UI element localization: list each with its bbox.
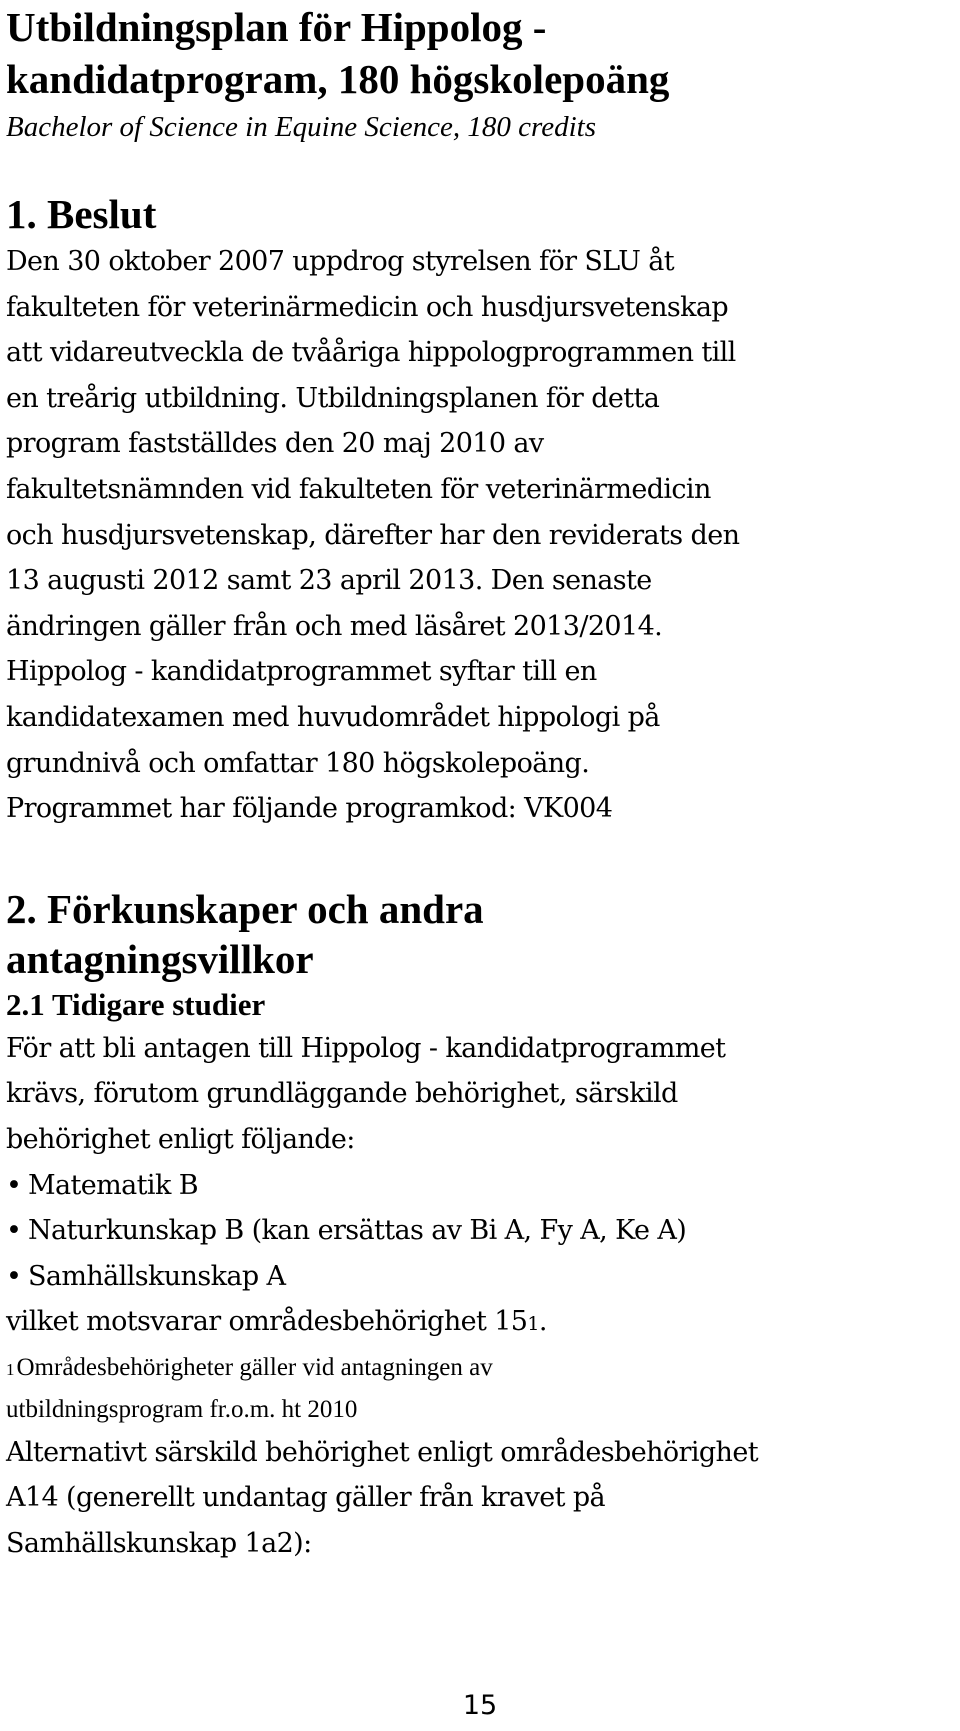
bullet-icon: • <box>6 1260 22 1292</box>
footnote <box>6 1348 951 1430</box>
section2-heading-line2: antagningsvillkor <box>6 935 314 982</box>
text-line: För att bli antagen till Hippolog - kandidatprogrammet <box>6 1032 726 1064</box>
document-title-line1: Utbildningsplan för Hippolog - <box>6 4 547 50</box>
section2-heading <box>6 884 951 984</box>
text-line: ändringen gäller från och med läsåret 2013/2014. <box>6 610 663 642</box>
text-line: kandidatexamen med huvudområdet hippologi på <box>6 701 660 733</box>
area-eligibility-text <box>6 1299 951 1348</box>
requirements-list <box>6 1163 951 1300</box>
text-line: krävs, förutom grundläggande behörighet, särskild <box>6 1078 678 1110</box>
document-page <box>6 0 951 1567</box>
page-number: 15 <box>462 1690 498 1721</box>
text-line: en treårig utbildning. Utbildningsplanen för detta <box>6 382 660 414</box>
area-eligibility-label: vilket motsvarar områdesbehörighet 15 <box>6 1306 528 1338</box>
footnote-mark: 1 <box>6 1359 15 1379</box>
text-line: och husdjursvetenskap, därefter har den reviderats den <box>6 519 740 551</box>
footnote-line2: utbildningsprogram fr.o.m. ht 2010 <box>6 1395 358 1423</box>
text-line: A14 (generellt undantag gäller från kravet på <box>6 1482 606 1514</box>
document-title-line2: kandidatprogram, 180 högskolepoäng <box>6 56 670 102</box>
bullet-icon: • <box>6 1215 22 1247</box>
text-line: program fastställdes den 20 maj 2010 av <box>6 428 544 460</box>
footnote-line1: Områdesbehörigheter gäller vid antagningen av <box>16 1353 493 1381</box>
document-title <box>6 0 951 105</box>
section2-1-heading: 2.1 Tidigare studier <box>6 986 266 1022</box>
text-line: behörighet enligt följande: <box>6 1123 355 1155</box>
list-item-label: Samhällskunskap A <box>28 1260 286 1292</box>
section2-intro-paragraph <box>6 1026 951 1163</box>
text-line: Den 30 oktober 2007 uppdrog styrelsen för SLU åt <box>6 246 675 277</box>
list-item <box>6 1254 951 1300</box>
text-line: fakulteten för veterinärmedicin och husdjursvetenskap <box>6 291 729 323</box>
list-item-label: Matematik B <box>28 1169 198 1201</box>
text-line: Samhällskunskap 1a2): <box>6 1528 312 1560</box>
text-line: 13 augusti 2012 samt 23 april 2013. Den senaste <box>6 565 652 597</box>
section1-heading: 1. Beslut <box>6 191 157 237</box>
list-item <box>6 1163 951 1209</box>
text-line: Programmet har följande programkod: VK004 <box>6 793 613 825</box>
text-line: fakultetsnämnden vid fakulteten för veterinärmedicin <box>6 473 711 505</box>
text-line: Hippolog - kandidatprogrammet syftar till en <box>6 656 597 688</box>
section1-paragraph <box>6 239 951 832</box>
text-line: Alternativt särskild behörighet enligt områdesbehörighet <box>6 1436 758 1468</box>
bullet-icon: • <box>6 1169 22 1201</box>
text-line: grundnivå och omfattar 180 högskolepoäng. <box>6 747 590 779</box>
list-item-label: Naturkunskap B (kan ersättas av Bi A, Fy A, Ke A) <box>28 1215 687 1247</box>
alternative-eligibility-paragraph <box>6 1430 951 1567</box>
sentence-end: . <box>538 1306 547 1338</box>
text-line: att vidareutveckla de tvååriga hippologprogrammen till <box>6 337 736 369</box>
list-item <box>6 1208 951 1254</box>
document-subtitle: Bachelor of Science in Equine Science, 180 credits <box>6 111 596 143</box>
footnote-reference[interactable]: 1 <box>527 1313 539 1336</box>
section2-heading-line1: 2. Förkunskaper och andra <box>6 885 484 932</box>
